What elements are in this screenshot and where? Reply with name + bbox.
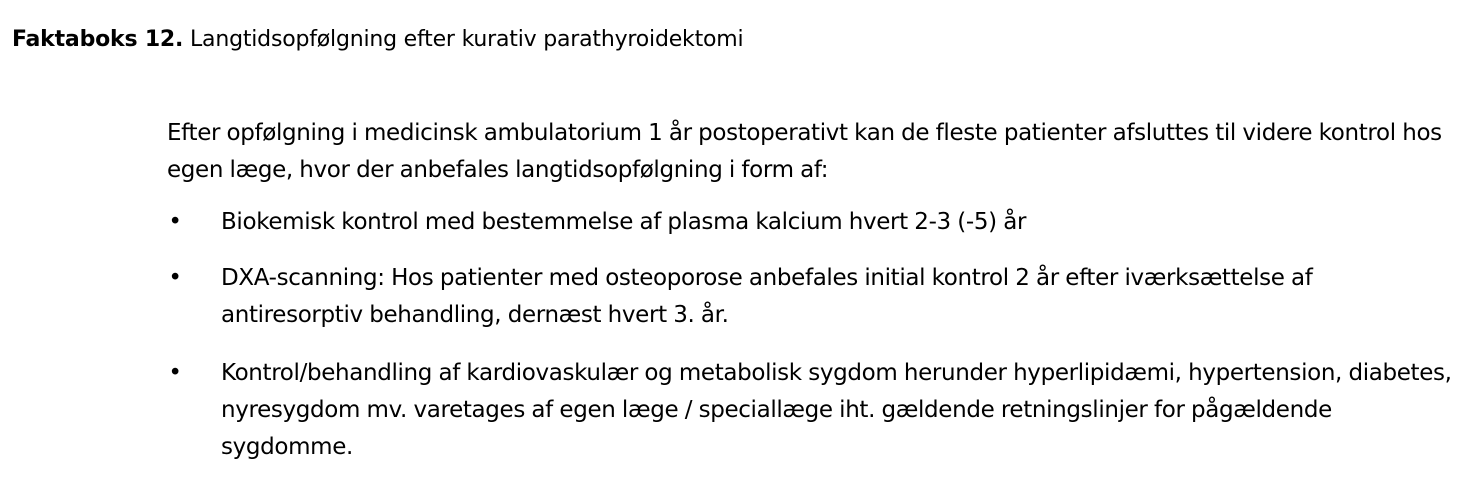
- intro-paragraph: Efter opfølgning i medicinsk ambulatorium 1 år postoperativt kan de fleste patienter afsluttes til videre kontrol hos egen læge, hvor der anbefales langtidsopfølgning i form af:: [167, 120, 1442, 183]
- factbox-heading: [12, 22, 743, 58]
- factbox-label: Faktaboks 12.: [12, 27, 184, 52]
- bullet-icon: •: [168, 265, 182, 291]
- bullet-icon: •: [168, 209, 182, 235]
- list-item: [167, 204, 1457, 241]
- list-item-text: DXA-scanning: Hos patienter med osteoporose anbefales initial kontrol 2 år efter iværksættelse af antiresorptiv behandling, dernæst hvert 3. år.: [221, 265, 1313, 328]
- list-item: [167, 260, 1457, 334]
- bullet-icon: •: [168, 360, 182, 386]
- list-item: [167, 355, 1457, 466]
- factbox-content: [167, 115, 1457, 466]
- factbox-title: Langtidsopfølgning efter kurativ parathyroidektomi: [190, 27, 744, 52]
- list-item-text: Kontrol/behandling af kardiovaskulær og metabolisk sygdom herunder hyperlipidæmi, hypertension, diabetes, nyresygdom mv. varetages af egen læge / speciallæge iht. gældende retningslinjer for pågældende sygdomme.: [221, 360, 1452, 460]
- recommendation-list: [167, 204, 1457, 466]
- list-item-text: Biokemisk kontrol med bestemmelse af plasma kalcium hvert 2-3 (-5) år: [221, 209, 1027, 235]
